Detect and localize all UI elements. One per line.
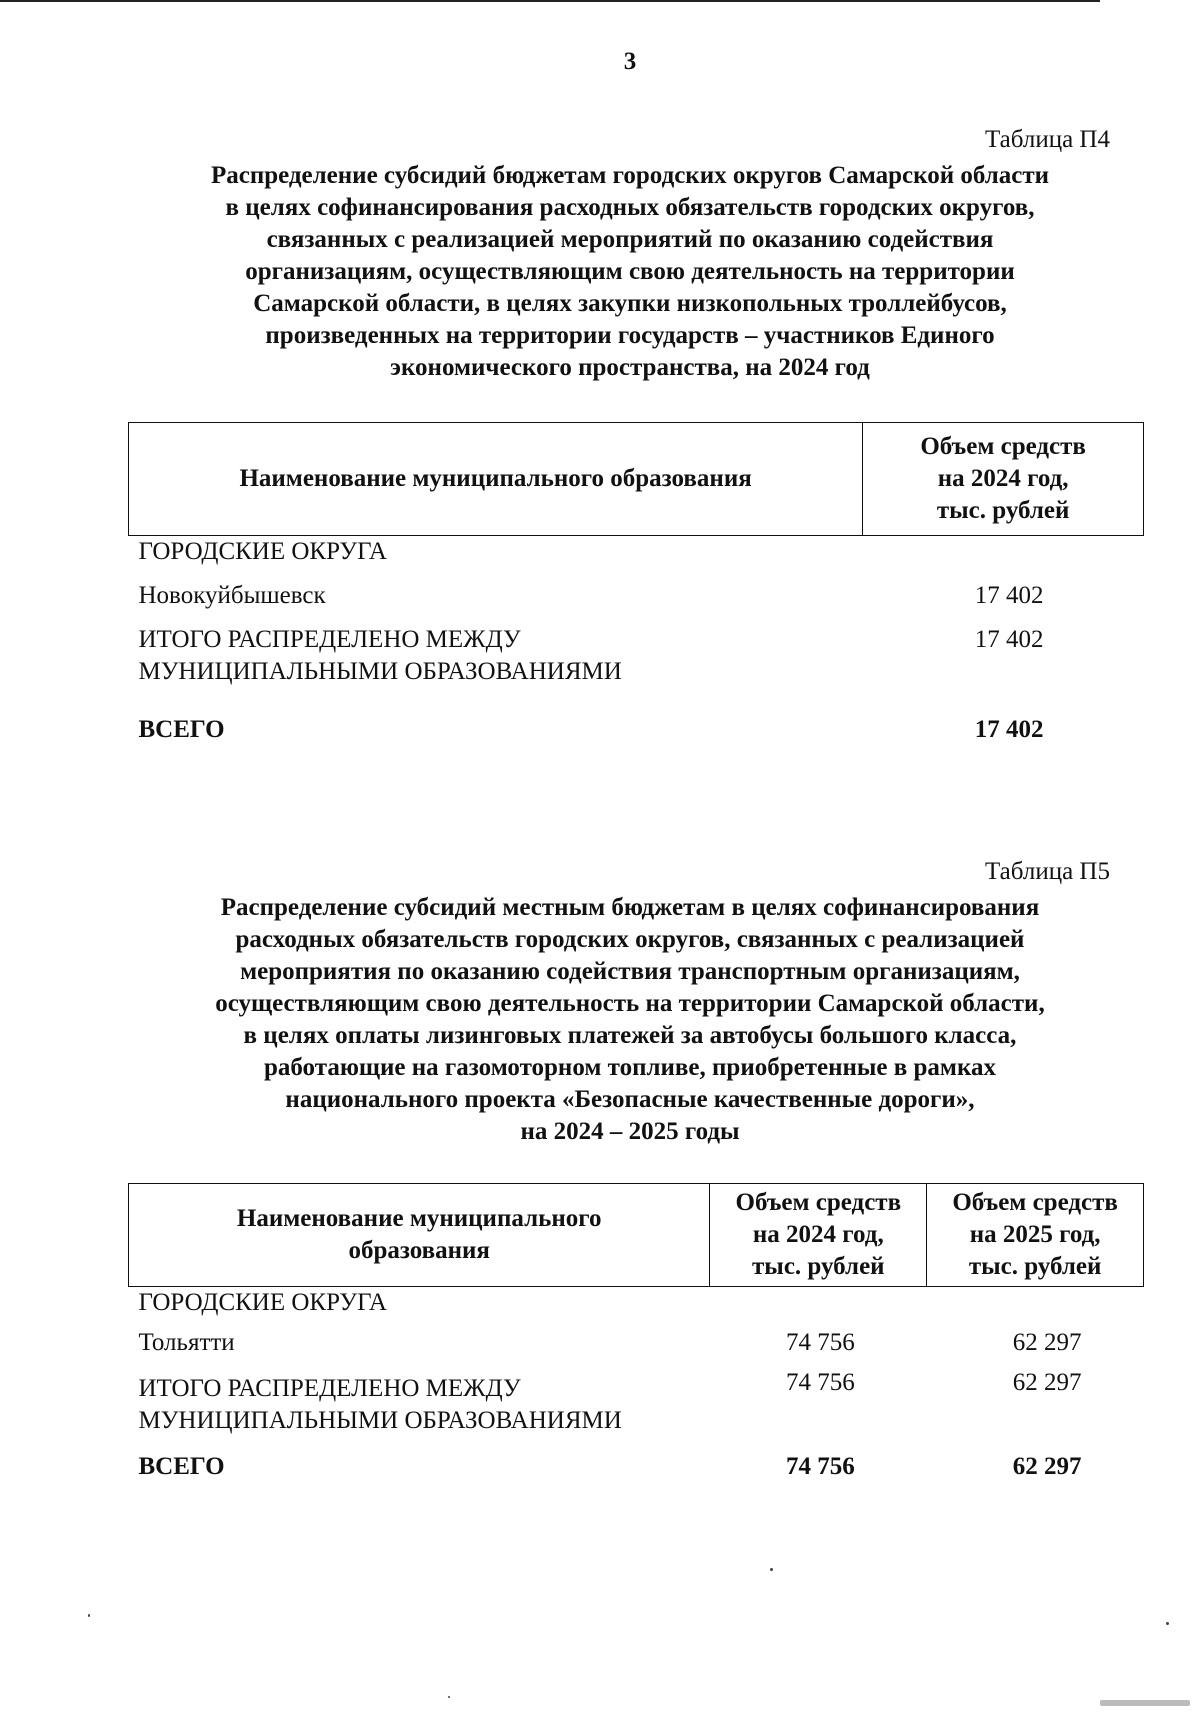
row-name-line: ИТОГО РАСПРЕДЕЛЕНО МЕЖДУ [138, 1374, 521, 1402]
table-p4-title [120, 160, 1140, 384]
title-line: Самарской области, в целях закупки низкопольных троллейбусов, [253, 290, 1007, 317]
row-value-2024: 74 756 [785, 1368, 855, 1396]
scan-speck [88, 1614, 90, 1617]
scan-speck [1166, 1622, 1169, 1625]
row-value-2024: 17 402 [974, 625, 1044, 653]
row-name [129, 1367, 710, 1451]
row-value-2024 [863, 536, 1144, 580]
row-name: ВСЕГО [138, 1452, 225, 1480]
title-line: расходных обязательств городских округов, связанных с реализацией [235, 926, 1025, 953]
row-name: ГОРОДСКИЕ ОКРУГА [138, 1289, 387, 1316]
row-value-2025: 62 297 [1012, 1452, 1082, 1480]
header-line: на 2024 год, [752, 1221, 884, 1248]
title-line: экономического пространства, на 2024 год [390, 354, 870, 381]
title-line: национального проекта «Безопасные качественные дороги», [285, 1086, 975, 1113]
table-p4 [128, 422, 1144, 754]
column-header-2024 [863, 423, 1144, 536]
header-line: тыс. рублей [968, 1253, 1102, 1280]
row-name [129, 624, 863, 714]
column-header-name [129, 1184, 710, 1287]
table-p5-title [120, 892, 1140, 1148]
title-line: на 2024 – 2025 годы [520, 1118, 740, 1145]
table-p5-label: Таблица П5 [985, 858, 1110, 885]
table-row-total [129, 714, 1144, 754]
row-value-2024: 74 756 [785, 1328, 855, 1356]
table-p4-label: Таблица П4 [985, 126, 1110, 153]
header-line: образования [348, 1237, 490, 1264]
column-header-2025 [927, 1184, 1144, 1287]
row-name: Новокуйбышевск [138, 581, 326, 609]
column-header-2024 [710, 1184, 927, 1287]
header-line: тыс. рублей [752, 1253, 885, 1280]
title-line: организациям, осуществляющим свою деятельность на территории [245, 258, 1015, 285]
header-line: Объем средств [920, 433, 1086, 460]
title-line: в целях оплаты лизинговых платежей за автобусы большого класса, [243, 1022, 1017, 1049]
top-border-line [0, 0, 1100, 2]
row-value-2025: 62 297 [1012, 1368, 1082, 1396]
row-name-line: ИТОГО РАСПРЕДЕЛЕНО МЕЖДУ [138, 625, 521, 653]
title-line: осуществляющим свою деятельность на территории Самарской области, [215, 990, 1045, 1017]
row-value-2025: 62 297 [1012, 1328, 1082, 1356]
table-header-row [129, 1184, 1144, 1287]
header-line: на 2024 год, [937, 465, 1069, 492]
table-row [129, 1367, 1144, 1451]
table-header-row [129, 423, 1144, 536]
title-line: связанных с реализацией мероприятий по оказанию содействия [266, 226, 994, 253]
row-value-2025 [927, 1287, 1144, 1327]
page-number: 3 [623, 48, 637, 75]
title-line: Распределение субсидий местным бюджетам в целях софинансирования [220, 894, 1040, 921]
title-line: произведенных на территории государств – участников Единого [265, 322, 995, 349]
title-line: в целях софинансирования расходных обязательств городских округов, [225, 194, 1035, 221]
scan-speck [770, 1568, 773, 1571]
title-line: Распределение субсидий бюджетам городских округов Самарской области [210, 162, 1050, 189]
table-row [129, 536, 1144, 580]
header-line: Объем средств [952, 1189, 1118, 1216]
header-line: на 2025 год, [969, 1221, 1101, 1248]
table-row [129, 580, 1144, 624]
header-line: Объем средств [735, 1189, 902, 1216]
column-header-name: Наименование муниципального образования [129, 423, 863, 536]
scan-noise [1100, 1700, 1190, 1706]
table-p5 [128, 1183, 1144, 1491]
row-name: ГОРОДСКИЕ ОКРУГА [138, 538, 387, 565]
table-row [129, 1327, 1144, 1367]
title-line: работающие на газомоторном топливе, приобретенные в рамках [263, 1054, 996, 1081]
table-row-total [129, 1451, 1144, 1491]
row-value-2024: 17 402 [974, 715, 1044, 743]
row-value-2024: 74 756 [785, 1452, 855, 1480]
row-value-2024 [710, 1287, 927, 1327]
row-name: Тольятти [138, 1328, 235, 1356]
row-value-2024: 17 402 [974, 581, 1044, 609]
scan-speck [448, 1696, 450, 1698]
table-row [129, 624, 1144, 714]
table-row [129, 1287, 1144, 1327]
header-line: Наименование муниципального [236, 1205, 602, 1232]
row-name-line: МУНИЦИПАЛЬНЫМИ ОБРАЗОВАНИЯМИ [138, 657, 622, 685]
row-name-line: МУНИЦИПАЛЬНЫМИ ОБРАЗОВАНИЯМИ [138, 1406, 622, 1434]
header-line: тыс. рублей [936, 497, 1070, 524]
row-name: ВСЕГО [138, 715, 225, 743]
title-line: мероприятия по оказанию содействия транспортным организациям, [240, 958, 1020, 985]
